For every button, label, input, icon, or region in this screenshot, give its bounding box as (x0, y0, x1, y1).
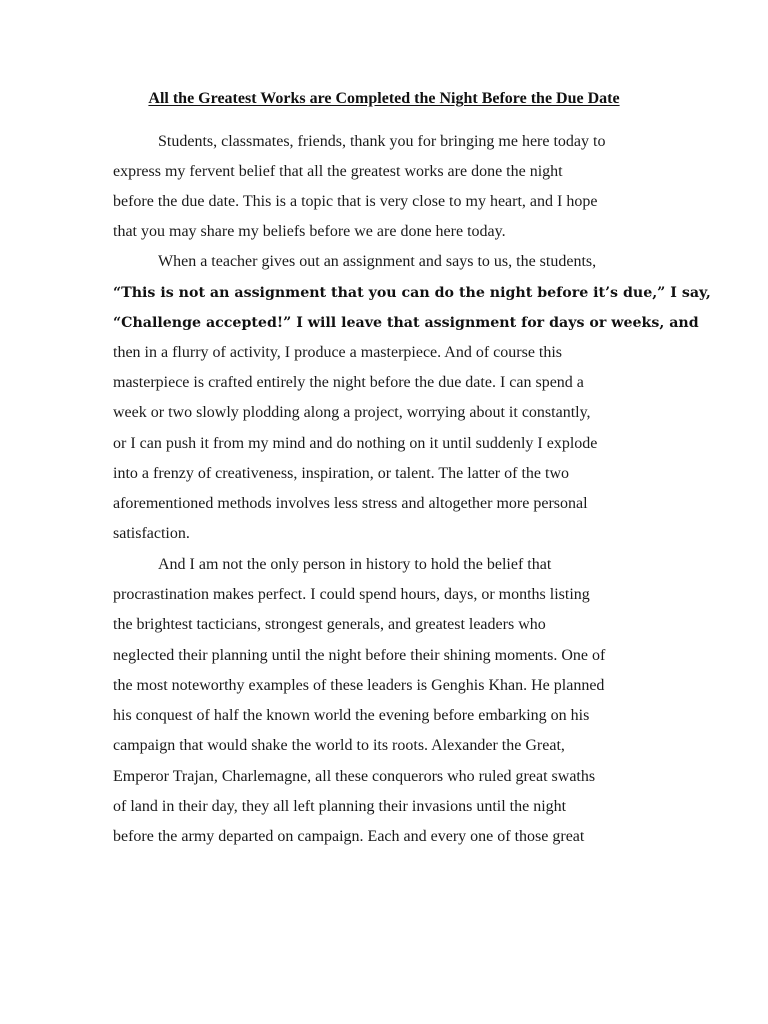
body-line: his conquest of half the known world the evening before embarking on his (113, 707, 590, 724)
body-line: the most noteworthy examples of these leaders is Genghis Khan. He planned (113, 677, 605, 694)
body-line-quote: “This is not an assignment that you can do the night before it’s due,” I say, (113, 285, 711, 301)
body-line: When a teacher gives out an assignment and says to us, the students, (158, 253, 597, 270)
body-line: before the due date. This is a topic that is very close to my heart, and I hope (113, 193, 598, 210)
body-line: then in a flurry of activity, I produce a masterpiece. And of course this (113, 344, 563, 361)
body-line: aforementioned methods involves less stress and altogether more personal (113, 495, 588, 512)
body-line: of land in their day, they all left planning their invasions until the night (113, 798, 567, 815)
body-line: procrastination makes perfect. I could spend hours, days, or months listing (113, 586, 590, 603)
body-line-quote: “Challenge accepted!” I will leave that assignment for days or weeks, and (113, 315, 699, 331)
body-line: Students, classmates, friends, thank you for bringing me here today to (158, 133, 606, 150)
body-line: into a frenzy of creativeness, inspiration, or talent. The latter of the two (113, 465, 569, 482)
body-line: before the army departed on campaign. Each and every one of those great (113, 828, 585, 845)
body-line: express my fervent belief that all the greatest works are done the night (113, 163, 563, 180)
body-line: that you may share my beliefs before we are done here today. (113, 223, 506, 240)
body-line: And I am not the only person in history to hold the belief that (158, 556, 552, 573)
body-line: campaign that would shake the world to its roots. Alexander the Great, (113, 737, 565, 754)
body-line: the brightest tacticians, strongest generals, and greatest leaders who (113, 616, 546, 633)
body-line: or I can push it from my mind and do nothing on it until suddenly I explode (113, 435, 598, 452)
body-line: neglected their planning until the night before their shining moments. One of (113, 647, 606, 664)
body-line: masterpiece is crafted entirely the night before the due date. I can spend a (113, 374, 584, 391)
body-line: satisfaction. (113, 525, 190, 542)
body-line: Emperor Trajan, Charlemagne, all these conquerors who ruled great swaths (113, 768, 596, 785)
body-line: week or two slowly plodding along a project, worrying about it constantly, (113, 404, 591, 421)
document-title: All the Greatest Works are Completed the Night Before the Due Date (148, 90, 620, 107)
